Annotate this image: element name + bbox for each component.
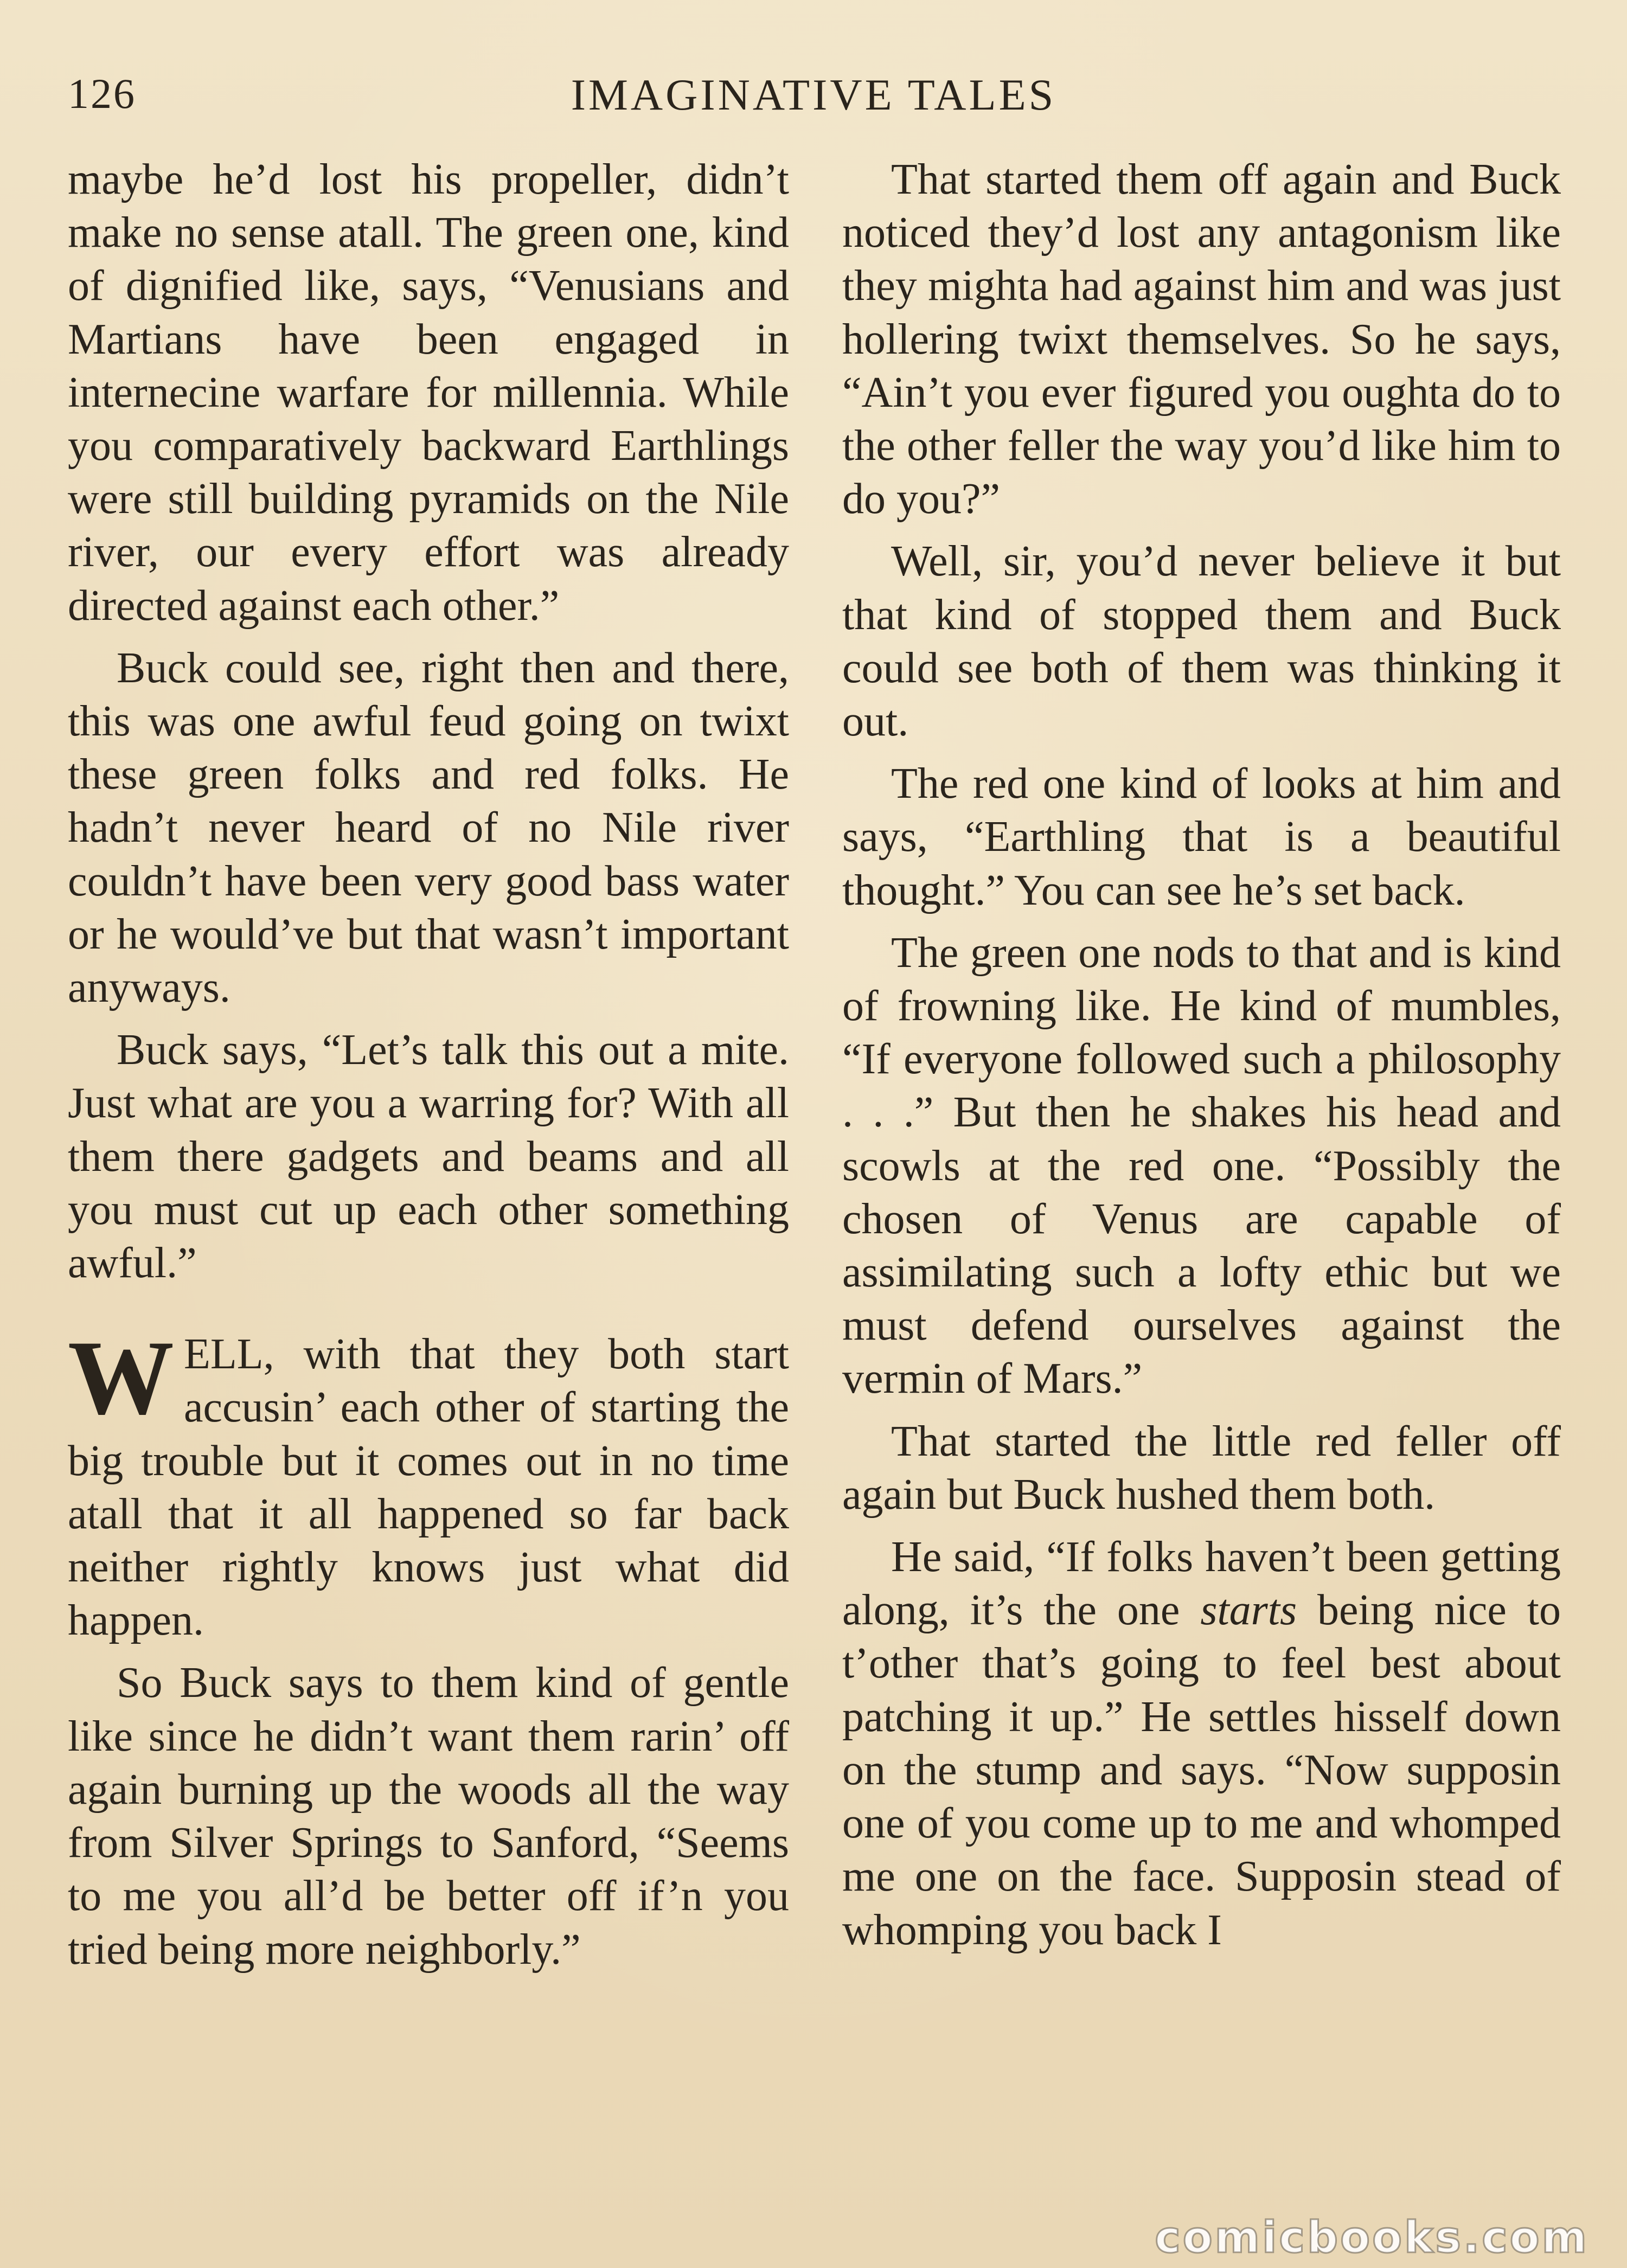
page-number: 126 xyxy=(68,70,136,117)
paragraph: Buck says, “Let’s talk this out a mite. Just what are you a warring for? With all them there gadgets and beams and all you must cut up each other something awful.” xyxy=(68,1026,789,1287)
paragraph-text: being nice to t’other that’s going to feel best about patching it up.” He settles hisself down on the stump and says. “Now supposin one of you come up to me and whomped me one on the face. Supposin stead of whomping you back I xyxy=(842,1586,1561,1954)
paragraph-text: He said, “If folks haven’t been getting along, it’s the one xyxy=(842,1533,1561,1635)
paragraph: That started them off again and Buck noticed they’d lost any antagonism like they mighta had against him and was just hollering twixt themselves. So he says, “Ain’t you ever figured you oughta do to the other feller the way you’d like him to do you?” xyxy=(842,156,1561,523)
italic-word: starts xyxy=(1200,1586,1297,1635)
paragraph: Well, sir, you’d never believe it but that kind of stopped them and Buck could see both of them was thinking it out. xyxy=(842,537,1561,746)
right-column xyxy=(842,153,1561,1966)
paragraph: The red one kind of looks at him and says, “Earthling that is a beautiful thought.” You can see he’s set back. xyxy=(842,760,1561,914)
paragraph: Buck could see, right then and there, this was one awful feud going on twixt these green folks and red folks. He hadn’t never heard of no Nile river couldn’t have been very good bass water or he would’ve but that wasn’t important anyways. xyxy=(68,644,789,1012)
paragraph-text: ELL, with that they both start accusin’ each other of starting the big trouble but it comes out in no time atall that it all happened so far back neither rightly knows just what did happen. xyxy=(68,1330,789,1645)
drop-cap-paragraph xyxy=(68,1319,789,1647)
left-column xyxy=(68,153,789,1985)
paragraph: So Buck says to them kind of gentle like since he didn’t want them rarin’ off again burning up the woods all the way from Silver Springs to Sanford, “Seems to me you all’d be better off if’n you tried being more neighborly.” xyxy=(68,1659,789,1974)
drop-cap-letter: W xyxy=(68,1319,174,1437)
watermark: comicbooks.com xyxy=(1155,2212,1589,2263)
paragraph: The green one nods to that and is kind of frowning like. He kind of mumbles, “If everyone followed such a philosophy . . .” But then he shakes his head and scowls at the red one. “Possibly the chosen of Venus are capable of assimilating such a lofty ethic but we must defend ourselves against the vermin of Mars.” xyxy=(842,928,1561,1403)
paragraph xyxy=(842,1530,1561,1957)
paragraph: maybe he’d lost his propeller, didn’t make no sense atall. The green one, kind of dignified like, says, “Venusians and Martians have been engaged in internecine warfare for millennia. While you comparatively backward Earthlings were still building pyramids on the Nile river, our every effort was already directed against each other.” xyxy=(68,156,789,630)
running-title: IMAGINATIVE TALES xyxy=(571,70,1056,119)
paragraph: That started the little red feller off again but Buck hushed them both. xyxy=(842,1417,1561,1519)
page-header xyxy=(68,69,1559,129)
